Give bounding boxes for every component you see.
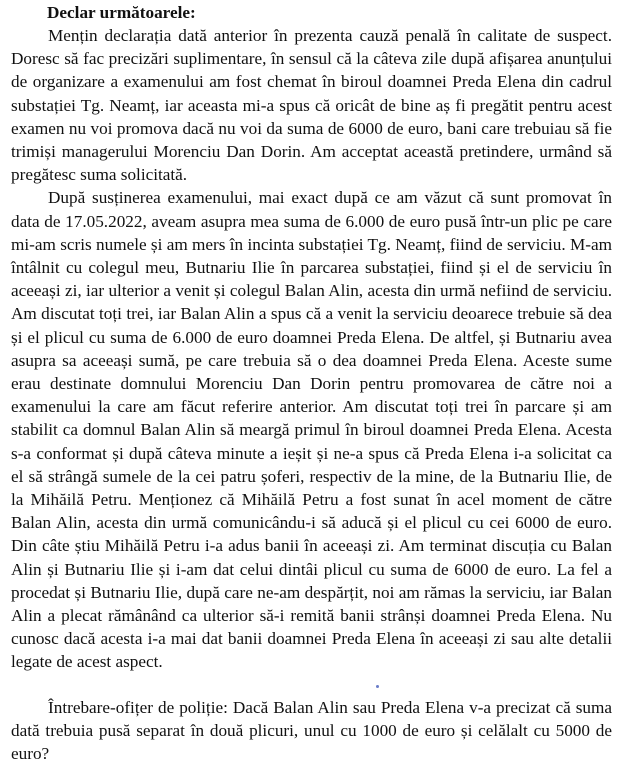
- statement-heading: Declar următoarele:: [47, 3, 196, 22]
- paragraph-events: După susținerea examenului, mai exact după ce am văzut că sunt promovat în data de 17.05.2022, aveam asupra mea suma de 6.000 de euro pusă într-un plic pe care mi-am scris numele și am mers în incinta substației Tg. Neamț, fiind de serviciu. M-am întâlnit cu colegul meu, Butnariu Ilie în parcarea substației, fiind și el de serviciu în aceeași zi, iar ulterior a venit și colegul Balan Alin, acesta din urmă nefiind de serviciu. Am discutat toți trei, iar Balan Alin a spus că a venit la serviciu deoarece trebuie să dea și el plicul cu suma de 6.000 de euro doamnei Preda Elena. De altfel, și Butnariu avea asupra sa aceeași sumă, pe care trebuia să o dea doamnei Preda Elena. Aceste sume erau destinate domnului Morenciu Dan Dorin pentru promovarea de către noi a examenului la care am făcut referire anterior. Am discutat toți trei în parcare și am stabilit ca domnul Balan Alin să meargă primul în biroul doamnei Preda Elena. Acesta s-a conformat și după câteva minute a ieșit și ne-a spus că Preda Elena i-a solicitat ca el să strângă sumele de la cei patru șoferi, respectiv de la mine, de la Butnariu Ilie, de la Mihăilă Petru. Menționez că Mihăilă Petru a fost sunat în acel moment de către Balan Alin, acesta din urmă comunicându-i să aducă și el plicul cu cei 6000 de euro. Din câte știu Mihăilă Petru i-a adus banii în aceeași zi. Am terminat discuția cu Balan Alin și Butnariu Ilie și i-am dat celui dintâi plicul cu suma de 6000 de euro. La fel a procedat și Butnariu Ilie, după care ne-am despărțit, noi am rămas la serviciu, iar Balan Alin a plecat rămânând ca ulterior să-i remită banii strânși doamnei Preda Elena. Nu cunosc dacă acesta i-a mai dat banii doamnei Preda Elena în aceeași zi sau alte detalii legate de acest aspect.: [11, 188, 612, 672]
- paragraph-declaration: Mențin declarația dată anterior în prezenta cauză penală în calitate de suspect. Doresc să fac precizări suplimentare, în sensul că la câteva zile după afișarea anunțului de organizare a examenului am fost chemat în biroul doamnei Preda Elena din cadrul substației Tg. Neamț, iar aceasta mi-a spus că oricât de bine aș fi pregătit pentru acest examen nu voi promova dacă nu voi da suma de 6000 de euro, bani care trebuiau să fie trimiși managerului Morenciu Dan Dorin. Am acceptat această pretindere, urmând să pregătesc suma solicitată.: [11, 26, 612, 185]
- paragraph-question: Întrebare-ofițer de poliție: Dacă Balan Alin sau Preda Elena v-a precizat că suma dată trebuia pusă separat în două plicuri, unul cu 1000 de euro și celălalt cu 5000 de euro?: [11, 697, 612, 764]
- paragraph-gap: [11, 674, 612, 696]
- scan-dot: [376, 685, 379, 688]
